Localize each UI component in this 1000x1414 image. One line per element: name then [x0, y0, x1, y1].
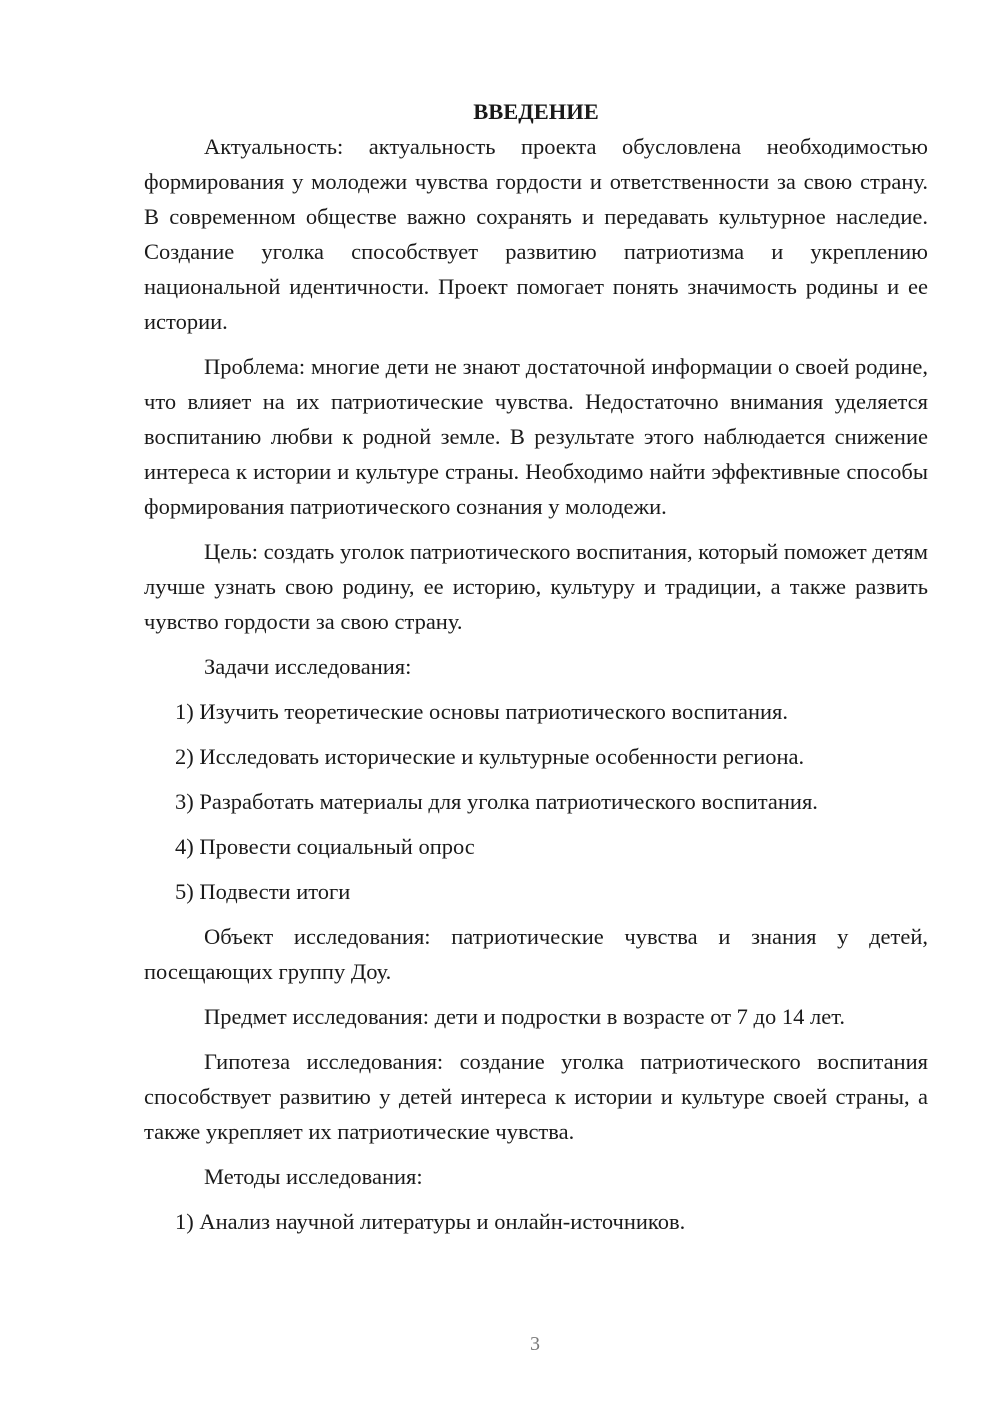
hypothesis-paragraph: Гипотеза исследования: создание уголка патриотического воспитания способствует развитию у детей интереса к истории и культуре своей страны, а также укрепляет их патриотические чувства.: [144, 1049, 928, 1144]
method-item: 1) Анализ научной литературы и онлайн-источников.: [175, 1209, 686, 1234]
page-content: [144, 94, 928, 1249]
tasks-title: Задачи исследования:: [204, 654, 412, 679]
methods-title: Методы исследования:: [204, 1164, 423, 1189]
goal-paragraph: Цель: создать уголок патриотического воспитания, который поможет детям лучше узнать свою родину, ее историю, культуру и традиции, а также развить чувство гордости за свою страну.: [144, 539, 928, 634]
task-item: 2) Исследовать исторические и культурные особенности региона.: [175, 744, 805, 769]
subject-paragraph: Предмет исследования: дети и подростки в возрасте от 7 до 14 лет.: [204, 1004, 845, 1029]
task-item: 3) Разработать материалы для уголка патриотического воспитания.: [175, 789, 818, 814]
relevance-paragraph: Актуальность: актуальность проекта обусловлена необходимостью формирования у молодежи чувства гордости и ответственности за свою страну. В современном обществе важно сохранять и передавать культурное наследие. Создание уголка способствует развитию патриотизма и укреплению национальной идентичности. Проект помогает понять значимость родины и ее истории.: [144, 134, 928, 334]
problem-paragraph: Проблема: многие дети не знают достаточной информации о своей родине, что влияет на их патриотические чувства. Недостаточно внимания уделяется воспитанию любви к родной земле. В результате этого наблюдается снижение интереса к истории и культуре страны. Необходимо найти эффективные способы формирования патриотического сознания у молодежи.: [144, 354, 928, 519]
object-paragraph: Объект исследования: патриотические чувства и знания у детей, посещающих группу Доу.: [144, 924, 928, 984]
page-number: 3: [530, 1333, 540, 1355]
section-heading: ВВЕДЕНИЕ: [473, 99, 599, 124]
task-item: 4) Провести социальный опрос: [175, 834, 475, 859]
task-item: 5) Подвести итоги: [175, 879, 351, 904]
task-item: 1) Изучить теоретические основы патриотического воспитания.: [175, 699, 789, 724]
